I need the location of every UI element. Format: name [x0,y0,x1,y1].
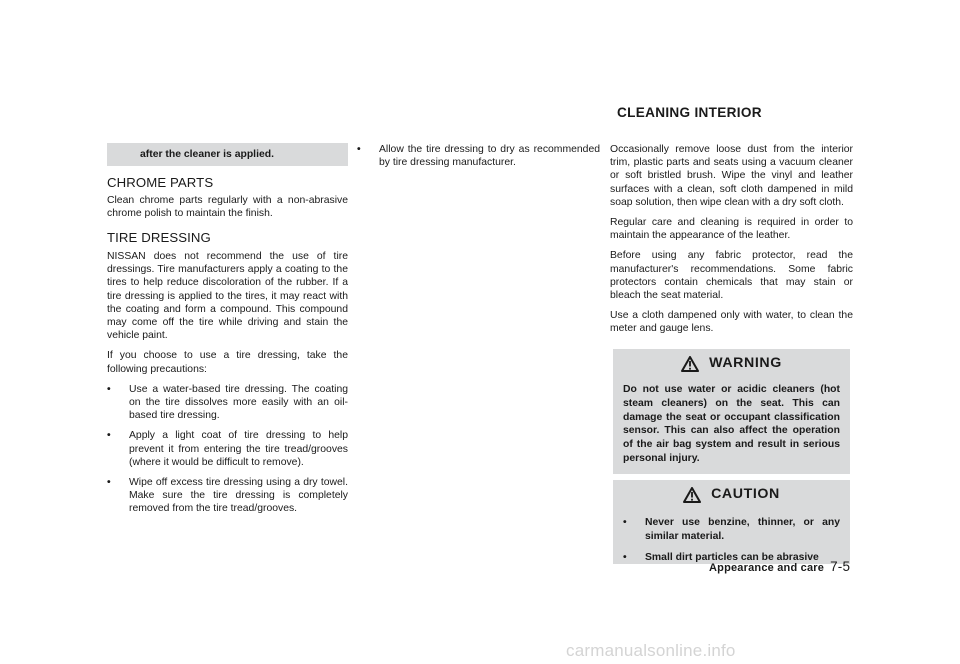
chrome-parts-text: Clean chrome parts regularly with a non-abrasive chrome polish to maintain the finish. [107,195,348,220]
footer-section: Appearance and care [709,562,825,574]
warning-title: WARNING [709,355,782,372]
list-item [107,383,348,423]
chrome-parts-heading: CHROME PARTS [107,175,214,190]
list-item-text: Apply a light coat of tire dressing to help prevent it from entering the tire tread/grooves (where it would be difficult to remove). [129,430,348,468]
bullet-glyph: • [357,144,361,155]
interior-paragraph-2: Regular care and cleaning is required in order to maintain the appearance of the leather. [610,217,853,242]
warning-header [613,349,850,379]
page-number: 7-5 [830,559,851,574]
cleaning-interior-section [610,143,853,343]
warning-body [613,379,850,474]
tire-dressing-section [107,250,348,523]
list-item-text: Use a water-based tire dressing. The coating on the tire dissolves more easily with an oil-based tire dressing. [129,383,348,422]
bullet-glyph: • [623,517,627,528]
tire-dressing-paragraph-1: NISSAN does not recommend the use of tire dressings. Tire manufacturers apply a coating to the tires to help reduce discoloration of the rubber. If a tire dressing is applied to the tires, it may react with the coating and form a compound. This compound may come off the tire while driving and stain the vehicle paint. [107,251,348,342]
chrome-parts-section [107,194,348,227]
interior-paragraph-4: Use a cloth dampened only with water, to clean the meter and gauge lens. [610,310,853,335]
interior-paragraph-1: Occasionally remove loose dust from the interior trim, plastic parts and seats using a vacuum cleaner or soft bristled brush. Wipe the vinyl and leather surfaces with a clean, soft cloth dampened in mild soap solution, then wipe clean with a dry soft cloth. [610,144,853,208]
caution-title: CAUTION [711,486,780,503]
list-item-text: Allow the tire dressing to dry as recommended by tire dressing manufacturer. [379,144,600,169]
tire-dressing-heading: TIRE DRESSING [107,230,211,245]
bullet-glyph: • [623,551,627,563]
list-item-text: Small dirt particles can be abrasive [645,551,819,563]
list-item [107,429,348,469]
page-footer [709,559,850,574]
continuation-box [107,143,348,166]
list-item-text: Never use benzine, thinner, or any similar material. [645,517,840,542]
bullet-glyph: • [107,430,111,442]
caution-body [613,510,850,564]
tire-dressing-continued [357,143,600,176]
tire-dressing-paragraph-2: If you choose to use a tire dressing, take the following precautions: [107,350,348,375]
caution-box [613,480,850,564]
warning-box [613,349,850,474]
list-item [107,476,348,516]
section-title: CLEANING INTERIOR [617,105,762,120]
list-item [623,516,840,544]
list-item-text: Wipe off excess tire dressing using a dry towel. Make sure the tire dressing is completely removed from the tire tread/grooves. [129,477,348,515]
list-item [357,143,600,169]
warning-triangle-icon [681,356,699,372]
bullet-glyph: • [107,383,111,395]
caution-triangle-icon [683,487,701,503]
watermark: carmanualsonline.info [566,641,736,660]
continuation-text: after the cleaner is applied. [140,149,274,160]
caution-header [613,480,850,510]
bullet-glyph: • [107,477,111,489]
interior-paragraph-3: Before using any fabric protector, read the manufacturer's recommendations. Some fabric protectors contain chemicals that may stain or bleach the seat material. [610,250,853,302]
warning-text: Do not use water or acidic cleaners (hot steam cleaners) on the seat. This can damage the seat or occupant classification sensor. This can also affect the operation of the air bag system and result in serious personal injury. [623,384,840,464]
